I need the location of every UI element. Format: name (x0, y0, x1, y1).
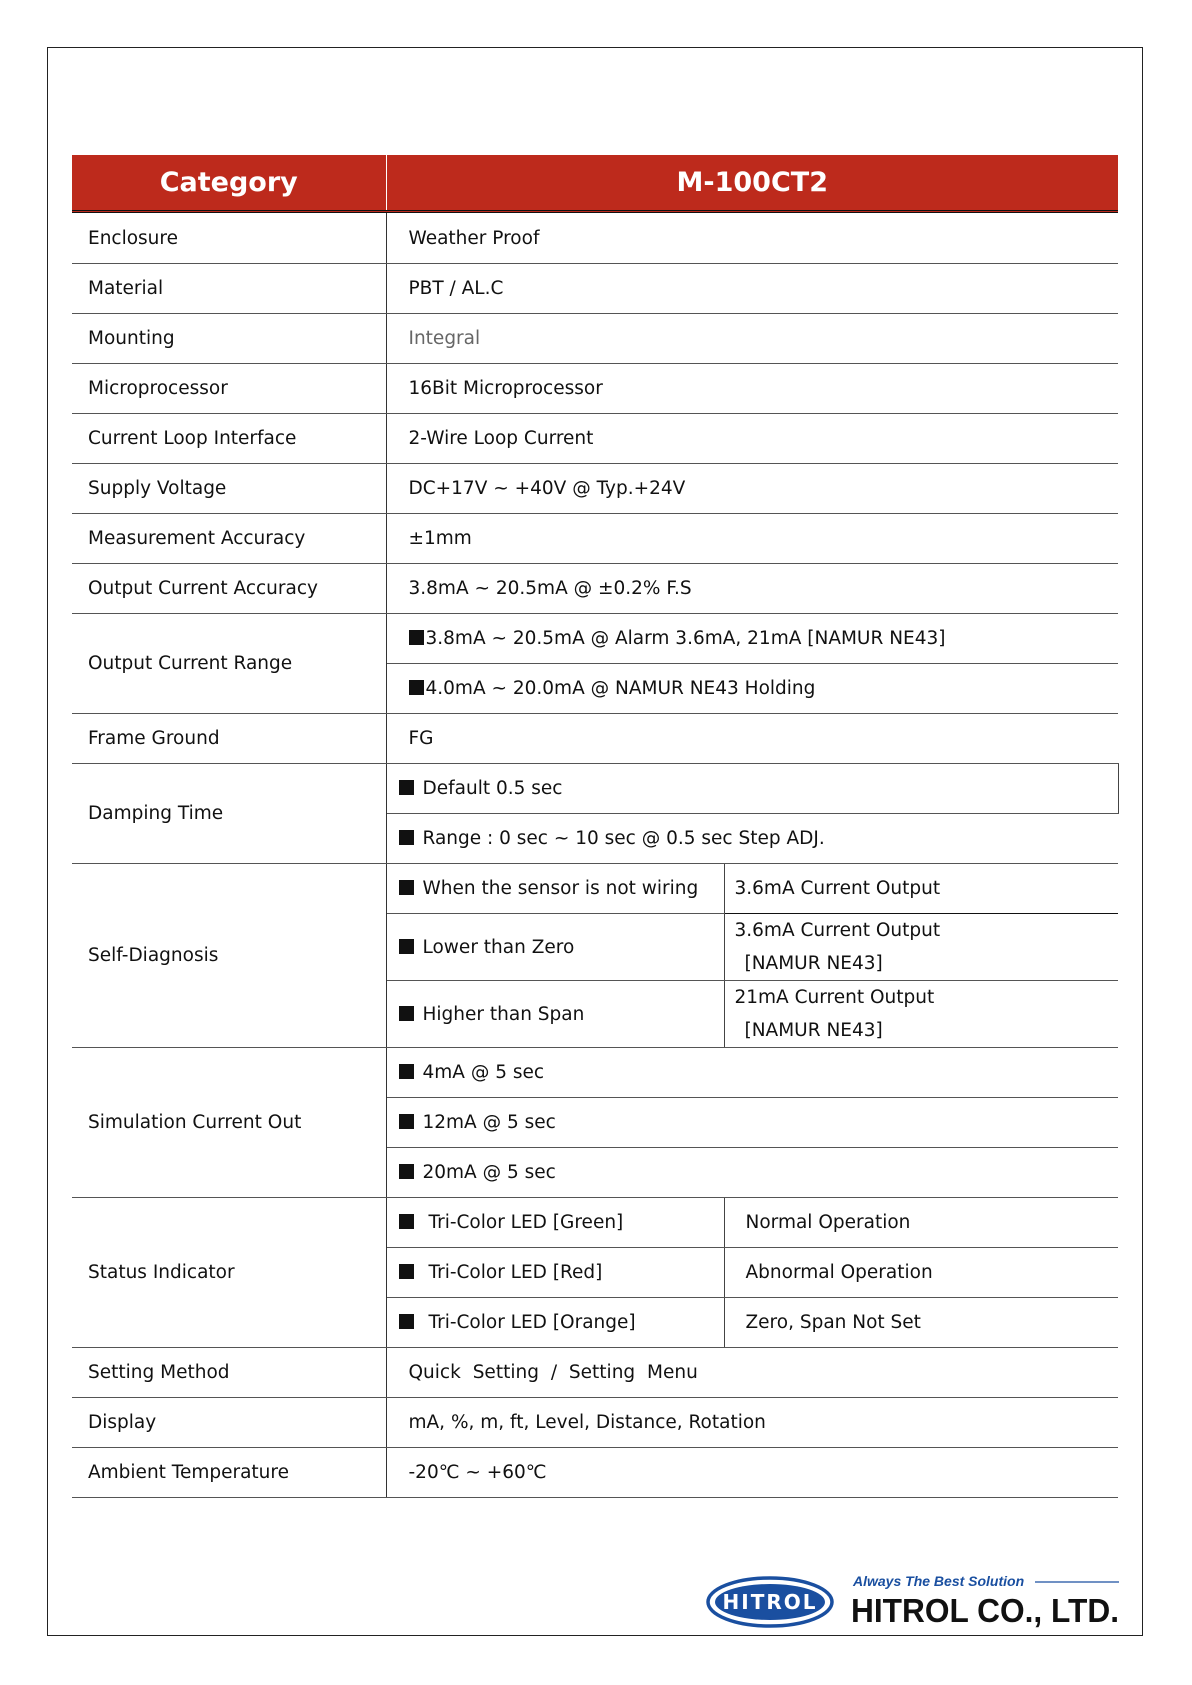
simulation-value (386, 1048, 1118, 1098)
status-led (386, 1298, 724, 1348)
table-header-row (72, 155, 1118, 212)
row-value-output-range-1 (386, 614, 1118, 664)
row-label-microprocessor: Microprocessor (72, 364, 386, 414)
row-label-setting: Setting Method (72, 1348, 386, 1398)
table-row (72, 414, 1118, 464)
bullet-square-icon (409, 680, 424, 695)
row-label-supply: Supply Voltage (72, 464, 386, 514)
row-label-accuracy: Measurement Accuracy (72, 514, 386, 564)
status-led-text: Tri-Color LED [Red] (428, 1262, 603, 1283)
table-row (72, 314, 1118, 364)
row-value-accuracy: ±1mm (386, 514, 1118, 564)
bullet-square-icon (399, 830, 414, 845)
row-label-output-accuracy: Output Current Accuracy (72, 564, 386, 614)
spec-table (72, 155, 1119, 1498)
table-row (72, 464, 1118, 514)
row-label-self-diagnosis: Self-Diagnosis (72, 864, 386, 1048)
row-value-display: mA, %, m, ft, Level, Distance, Rotation (386, 1398, 1118, 1448)
status-led-text: Tri-Color LED [Orange] (428, 1312, 636, 1333)
table-row (72, 714, 1118, 764)
output-range-text: 4.0mA ~ 20.0mA @ NAMUR NE43 Holding (425, 678, 816, 699)
simulation-text: 4mA @ 5 sec (422, 1062, 545, 1083)
row-value-microprocessor: 16Bit Microprocessor (386, 364, 1118, 414)
diagnosis-condition (386, 981, 724, 1048)
diagnosis-output (724, 914, 1118, 981)
row-label-output-range: Output Current Range (72, 614, 386, 714)
header-category: Category (72, 155, 386, 212)
diagnosis-output-note: [NAMUR NE43] (744, 953, 883, 974)
diagnosis-condition-text: Higher than Span (422, 1003, 585, 1025)
row-label-material: Material (72, 264, 386, 314)
bullet-square-icon (399, 1064, 414, 1079)
row-value-frame-ground: FG (386, 714, 1118, 764)
damping-text: Range : 0 sec ~ 10 sec @ 0.5 sec Step ADJ. (422, 828, 825, 849)
status-meaning: Normal Operation (724, 1198, 1118, 1248)
output-range-text: 3.8mA ~ 20.5mA @ Alarm 3.6mA, 21mA [NAMUR NE43] (425, 628, 946, 649)
row-label-enclosure: Enclosure (72, 212, 386, 264)
row-label-loop: Current Loop Interface (72, 414, 386, 464)
table-row (72, 564, 1118, 614)
diagnosis-output (724, 981, 1118, 1048)
diagnosis-condition-text: When the sensor is not wiring (422, 878, 699, 899)
bullet-square-icon (399, 880, 414, 895)
bullet-square-icon (399, 1214, 414, 1229)
table-row (72, 212, 1118, 264)
bullet-square-icon (409, 630, 424, 645)
simulation-value (386, 1148, 1118, 1198)
row-value-material: PBT / AL.C (386, 264, 1118, 314)
row-value-mounting: Integral (386, 314, 1118, 364)
table-row (72, 1048, 1118, 1098)
simulation-text: 20mA @ 5 sec (422, 1162, 556, 1183)
row-label-ambient: Ambient Temperature (72, 1448, 386, 1498)
bullet-square-icon (399, 1264, 414, 1279)
diagnosis-condition (386, 864, 724, 914)
table-row (72, 1198, 1118, 1248)
row-value-ambient: -20℃ ~ +60℃ (386, 1448, 1118, 1498)
table-row (72, 614, 1118, 664)
table-row (72, 864, 1118, 914)
bullet-square-icon (399, 780, 414, 795)
status-led-text: Tri-Color LED [Green] (428, 1212, 624, 1233)
row-label-mounting: Mounting (72, 314, 386, 364)
diagnosis-condition (386, 914, 724, 981)
row-label-frame-ground: Frame Ground (72, 714, 386, 764)
simulation-value (386, 1098, 1118, 1148)
bullet-square-icon (399, 939, 414, 954)
bullet-square-icon (399, 1314, 414, 1329)
logo-company-name: HITROL CO., LTD. (851, 1592, 1119, 1628)
table-row (72, 1448, 1118, 1498)
row-value-output-accuracy: 3.8mA ~ 20.5mA @ ±0.2% F.S (386, 564, 1118, 614)
row-value-damping-1 (386, 764, 1118, 814)
row-value-output-range-2 (386, 664, 1118, 714)
bullet-square-icon (399, 1164, 414, 1179)
status-led (386, 1248, 724, 1298)
company-logo (705, 1572, 1123, 1628)
table-row (72, 1348, 1118, 1398)
table-row (72, 514, 1118, 564)
diagnosis-output-text: 3.6mA Current Output (734, 920, 941, 941)
logo-tagline: Always The Best Solution (853, 1573, 1025, 1589)
table-row (72, 764, 1118, 814)
row-label-simulation: Simulation Current Out (72, 1048, 386, 1198)
table-row (72, 364, 1118, 414)
damping-text: Default 0.5 sec (422, 778, 563, 799)
status-meaning: Abnormal Operation (724, 1248, 1118, 1298)
bullet-square-icon (399, 1114, 414, 1129)
row-value-damping-2 (386, 814, 1118, 864)
row-value-enclosure: Weather Proof (386, 212, 1118, 264)
status-meaning: Zero, Span Not Set (724, 1298, 1118, 1348)
row-label-status: Status Indicator (72, 1198, 386, 1348)
simulation-text: 12mA @ 5 sec (422, 1112, 556, 1133)
logo-badge-text: HITROL (722, 1590, 818, 1614)
table-row (72, 264, 1118, 314)
row-value-supply: DC+17V ~ +40V @ Typ.+24V (386, 464, 1118, 514)
diagnosis-output-note: [NAMUR NE43] (744, 1020, 883, 1041)
row-value-setting: Quick Setting / Setting Menu (386, 1348, 1118, 1398)
diagnosis-output-text: 21mA Current Output (734, 987, 935, 1008)
diagnosis-output: 3.6mA Current Output (724, 864, 1118, 914)
row-label-damping: Damping Time (72, 764, 386, 864)
table-row (72, 1398, 1118, 1448)
row-label-display: Display (72, 1398, 386, 1448)
status-led (386, 1198, 724, 1248)
row-value-loop: 2-Wire Loop Current (386, 414, 1118, 464)
header-model: M-100CT2 (386, 155, 1118, 212)
bullet-square-icon (399, 1006, 414, 1021)
diagnosis-condition-text: Lower than Zero (422, 936, 575, 958)
